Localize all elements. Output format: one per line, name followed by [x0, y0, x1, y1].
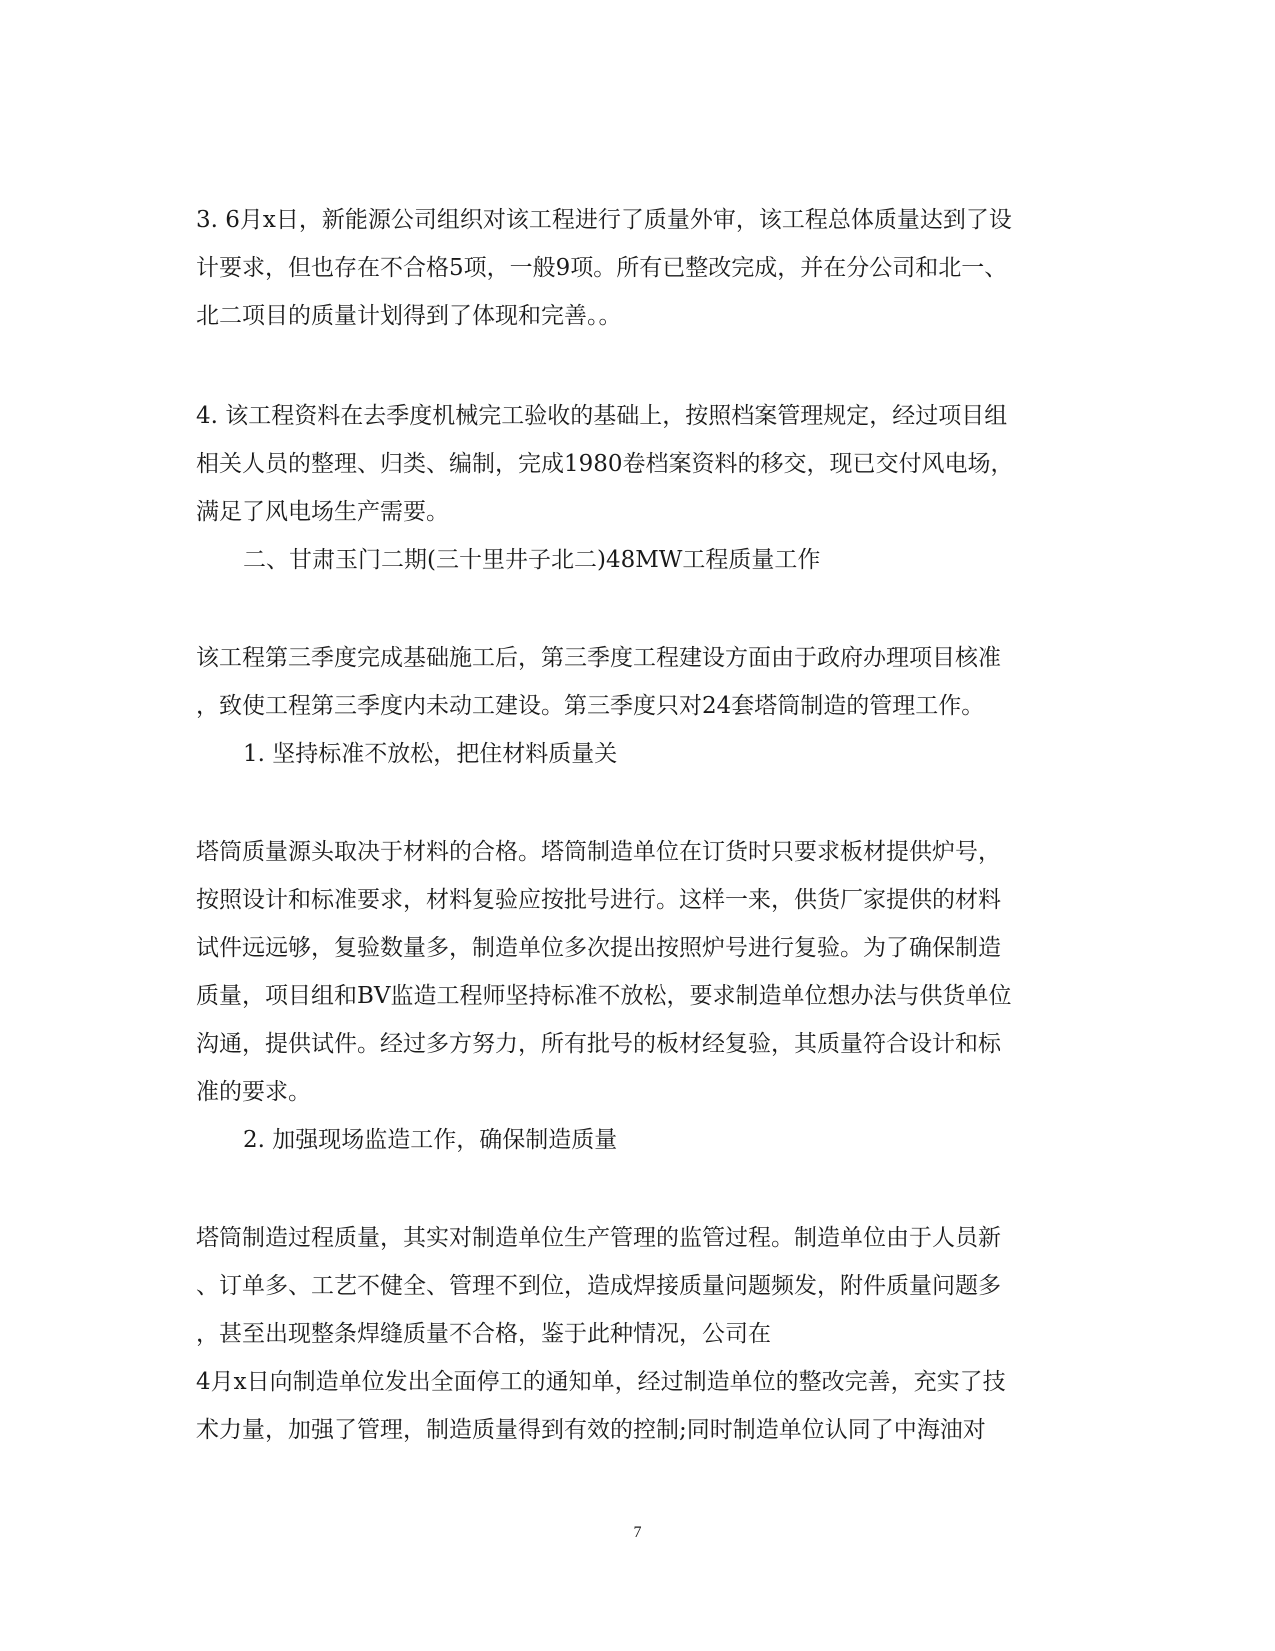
text-line: 、订单多、工艺不健全、管理不到位，造成焊接质量问题频发，附件质量问题多 — [196, 1273, 1001, 1299]
text-line: 满足了风电场生产需要。 — [196, 499, 449, 525]
text-line: 相关人员的整理、归类、编制，完成1980卷档案资料的移交，现已交付风电场， — [196, 451, 1014, 477]
text-line: 按照设计和标准要求，材料复验应按批号进行。这样一来，供货厂家提供的材料 — [196, 887, 1001, 913]
text-line: 计要求，但也存在不合格5项，一般9项。所有已整改完成，并在分公司和北一、 — [196, 255, 1008, 281]
text-line: 准的要求。 — [196, 1079, 311, 1105]
text-line: 塔筒质量源头取决于材料的合格。塔筒制造单位在订货时只要求板材提供炉号， — [196, 839, 1001, 865]
section-heading: 二、甘肃玉门二期(三十里井子北二)48MW工程质量工作 — [243, 547, 821, 573]
text-line: 质量，项目组和BV监造工程师坚持标准不放松，要求制造单位想办法与供货单位 — [196, 983, 1012, 1009]
text-line: 塔筒制造过程质量，其实对制造单位生产管理的监管过程。制造单位由于人员新 — [196, 1225, 1001, 1251]
text-line: ，致使工程第三季度内未动工建设。第三季度只对24套塔筒制造的管理工作。 — [196, 693, 985, 719]
subsection-heading: 1. 坚持标准不放松，把住材料质量关 — [243, 741, 618, 767]
text-line: 术力量，加强了管理，制造质量得到有效的控制;同时制造单位认同了中海油对 — [196, 1417, 986, 1443]
text-line: 北二项目的质量计划得到了体现和完善。。 — [196, 303, 622, 329]
text-line: 4. 该工程资料在去季度机械完工验收的基础上，按照档案管理规定，经过项目组 — [196, 403, 1008, 429]
text-line: 沟通，提供试件。经过多方努力，所有批号的板材经复验，其质量符合设计和标 — [196, 1031, 1001, 1057]
text-line: 试件远远够，复验数量多，制造单位多次提出按照炉号进行复验。为了确保制造 — [196, 935, 1001, 961]
text-line: 4月x日向制造单位发出全面停工的通知单，经过制造单位的整改完善，充实了技 — [196, 1369, 1006, 1395]
text-line: 3. 6月x日，新能源公司组织对该工程进行了质量外审，该工程总体质量达到了设 — [196, 207, 1012, 233]
subsection-heading: 2. 加强现场监造工作，确保制造质量 — [243, 1127, 618, 1153]
text-line: 该工程第三季度完成基础施工后，第三季度工程建设方面由于政府办理项目核准 — [196, 645, 1001, 671]
page-number: 7 — [633, 1524, 642, 1541]
text-line: ，甚至出现整条焊缝质量不合格，鉴于此种情况，公司在 — [196, 1321, 771, 1347]
